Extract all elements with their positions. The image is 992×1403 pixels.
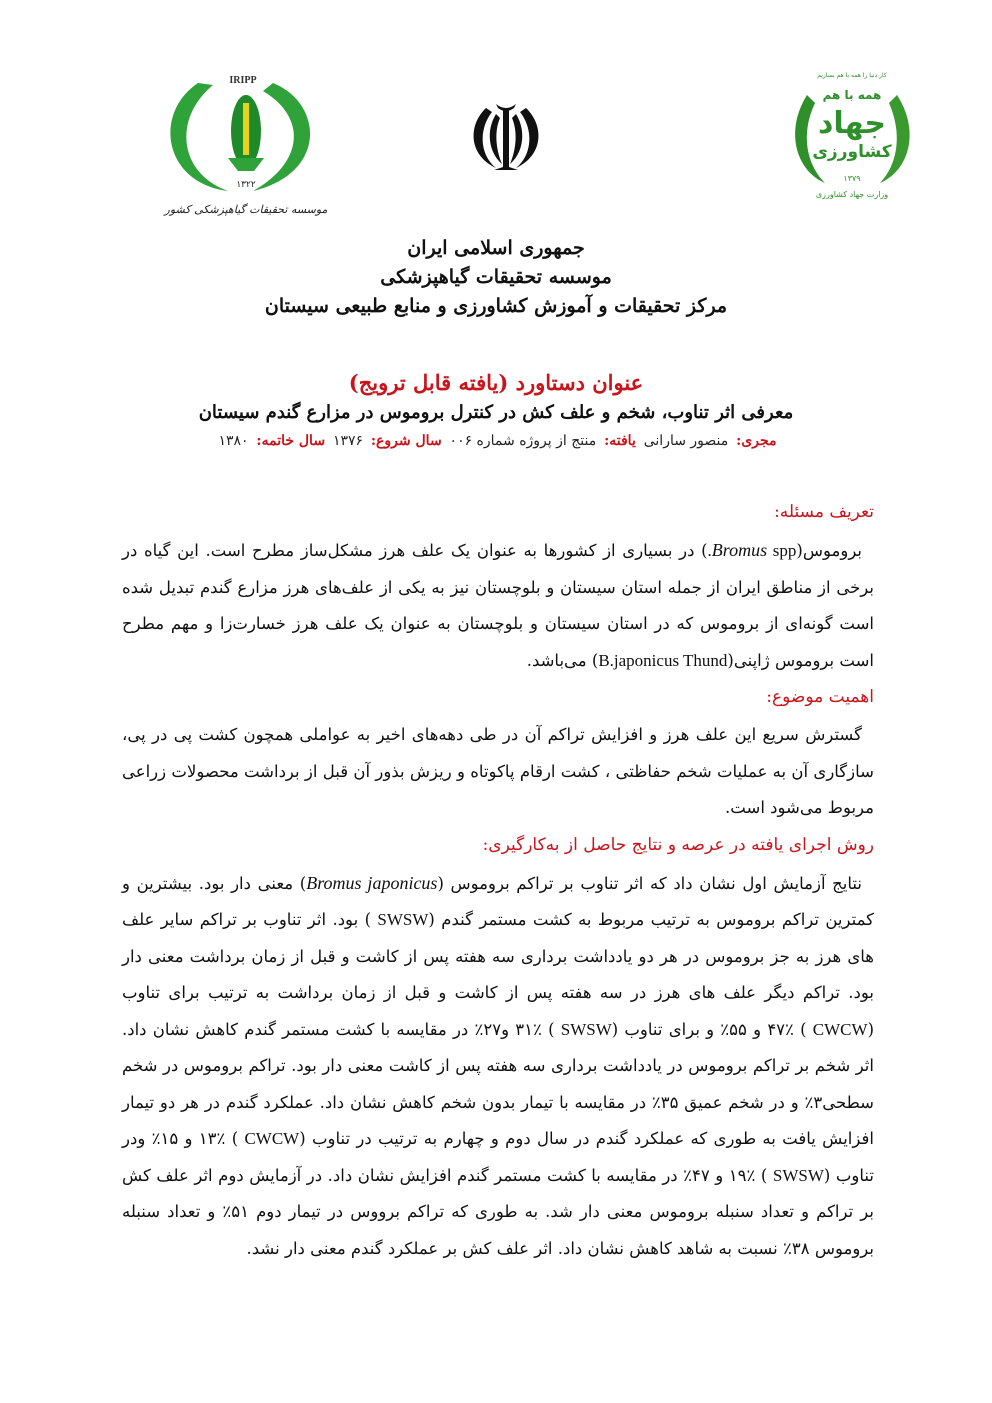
text-run: ) بود. اثر تناوب بر تراکم سایر علف های هرز به جز بروموس در هر دو یادداشت برداری سه هفته پس از کاشت و قبل از زمان برداشت معنی دار بود. تراکم دیگر علف های هرز در سه هفته پس از کاشت و قبل از زمان برداشت به ترتیب برای تناوب (: [122, 910, 874, 1039]
section-methods-results: [122, 831, 874, 1268]
text-run: ) در بسیاری از کشورها به عنوان یک علف هرز مشکل‌ساز مطرح است. این گیاه در برخی از مناطق ایران از جمله استان سیستان و بلوچستان نیز به یکی از علف‌های هرز مزارع گندم تبدیل شده است گونه‌ای از بروموس که در استان سیستان و بلوچستان به عنوان یک علف هرز خسارت‌زا و مهم مطرح است بروموس ژاپنی(: [122, 541, 874, 670]
title-block: [0, 368, 992, 454]
jihad-keshavarzi-logo: [785, 55, 920, 205]
text-run: ) می‌باشد.: [526, 650, 599, 670]
treatment-code: SWSW: [560, 1019, 612, 1039]
logo-row: [0, 55, 992, 225]
end-year-label: سال خاتمه:: [256, 433, 326, 449]
text-run: بروموس(: [796, 541, 863, 560]
section-problem-definition: [122, 498, 874, 679]
treatment-code: SWSW: [772, 1165, 824, 1185]
section-paragraph: گسترش سریع این علف هرز و افزایش تراکم آن در طی دهه‌های اخیر به عواملی همچون کشت پی در پی، سازگاری آن به عملیات شخم حفاظتی ، کشت ارقام پاکوتاه و ریزش بذور آن قبل از برداشت محصولات زراعی مربوط می‌شود است.: [122, 725, 874, 817]
text-run: ) ۴۷٪ و ۵۵٪ و برای تناوب (: [611, 1019, 813, 1039]
svg-text:وزارت جهاد کشاورزی: وزارت جهاد کشاورزی: [815, 190, 889, 199]
iripp-logo: [158, 63, 328, 223]
svg-text:کشاورزی: کشاورزی: [812, 142, 892, 162]
text-run: نتایج آزمایش اول نشان داد که اثر تناوب بر تراکم بروموس (: [437, 873, 863, 893]
project-meta: [0, 428, 992, 454]
text-run: ) معنی دار بود. بیشترین و کمترین تراکم بروموس به ترتیب مربوط به کشت مستمر گندم (: [122, 873, 874, 929]
executor-value: منصور سارانی: [643, 433, 729, 449]
svg-text:۱۳۷۹: ۱۳۷۹: [843, 174, 861, 183]
executor-label: مجری:: [736, 433, 777, 449]
svg-text:جهاد: جهاد: [817, 106, 887, 141]
document-body: [122, 498, 874, 1271]
start-year-label: سال شروع:: [370, 433, 442, 449]
finding-value: منتج از پروژه شماره ۰۰۶: [449, 433, 597, 449]
section-heading: اهمیت موضوع:: [766, 687, 874, 707]
treatment-code: CWCW: [812, 1019, 868, 1039]
text-run: ) ۱۹٪ و ۴۷٪ در مقایسه با کشت مستمر گندم افزایش نشان داد. در آزمایش دوم اثر علف کش بر تراکم و تعداد سنبله بروموس معنی دار شد. به طوری که تراکم برووس در تیمار دوم ۵۱٪ و تعداد سنبله بروموس ۳۸٪ نسبت به شاهد کاهش نشان داد. اثر علف کش بر عملکرد گندم معنی دار نشد.: [122, 1165, 874, 1258]
section-paragraph: [122, 532, 874, 679]
svg-text:IRIPP: IRIPP: [229, 75, 257, 86]
achievement-title: عنوان دستاورد (یافته قابل ترویج): [348, 370, 644, 395]
svg-text:موسسه تحقیقات گیاهپزشکی کشور: موسسه تحقیقات گیاهپزشکی کشور: [164, 203, 328, 216]
end-year-value: ۱۳۸۰: [218, 433, 249, 449]
section-heading: روش اجرای یافته در عرصه و نتایج حاصل از به‌کارگیری:: [482, 834, 874, 855]
section-importance: [122, 683, 874, 827]
svg-text:کار دنیا را همه با هم بسازیم: کار دنیا را همه با هم بسازیم: [817, 72, 887, 79]
institution-header: [0, 234, 992, 321]
treatment-code: CWCW: [244, 1129, 300, 1148]
finding-label: یافته:: [604, 433, 636, 449]
latin-name: B.japonicus Thund: [598, 650, 728, 670]
iran-emblem-icon: [466, 100, 546, 175]
text-run: ) ۱۳٪ و ۱۵٪ ودر تناوب (: [122, 1129, 874, 1185]
svg-text:۱۳۲۲: ۱۳۲۲: [236, 180, 256, 190]
text-run: ) ۳۱٪ و۲۷٪ در مقایسه با کشت مستمر گندم کاهش نشان داد. اثر شخم بر تراکم بروموس در یادداشت برداری سه هفته پس از کاشت معنی دار بود. تراکم بروموس در شخم سطحی۳٪ و در شخم عمیق ۳۵٪ در مقایسه با تیمار بدون شخم کاهش نشان داد. عملکرد گندم در هر دو تیمار افزایش یافت به طوری که عملکرد گندم در سال دوم و چهارم به ترتیب در تناوب (: [122, 1019, 874, 1148]
section-heading: تعریف مسئله:: [774, 502, 874, 522]
country-name: جمهوری اسلامی ایران: [407, 237, 585, 259]
latin-name: Bromus japonicus: [306, 872, 438, 893]
section-paragraph: [122, 865, 874, 1268]
document-subtitle: معرفی اثر تناوب، شخم و علف کش در کنترل بروموس در مزارع گندم سیستان: [198, 402, 794, 423]
latin-name: Bromus: [711, 540, 768, 560]
latin-name: spp.: [707, 541, 797, 560]
svg-text:همه با هم: همه با هم: [822, 88, 882, 102]
treatment-code: SWSW: [377, 910, 429, 929]
center-name: مرکز تحقیقات و آموزش کشاورزی و منابع طبیعی سیستان: [264, 295, 728, 317]
start-year-value: ۱۳۷۶: [332, 433, 364, 449]
institute-name: موسسه تحقیقات گیاهپزشکی: [380, 266, 612, 288]
